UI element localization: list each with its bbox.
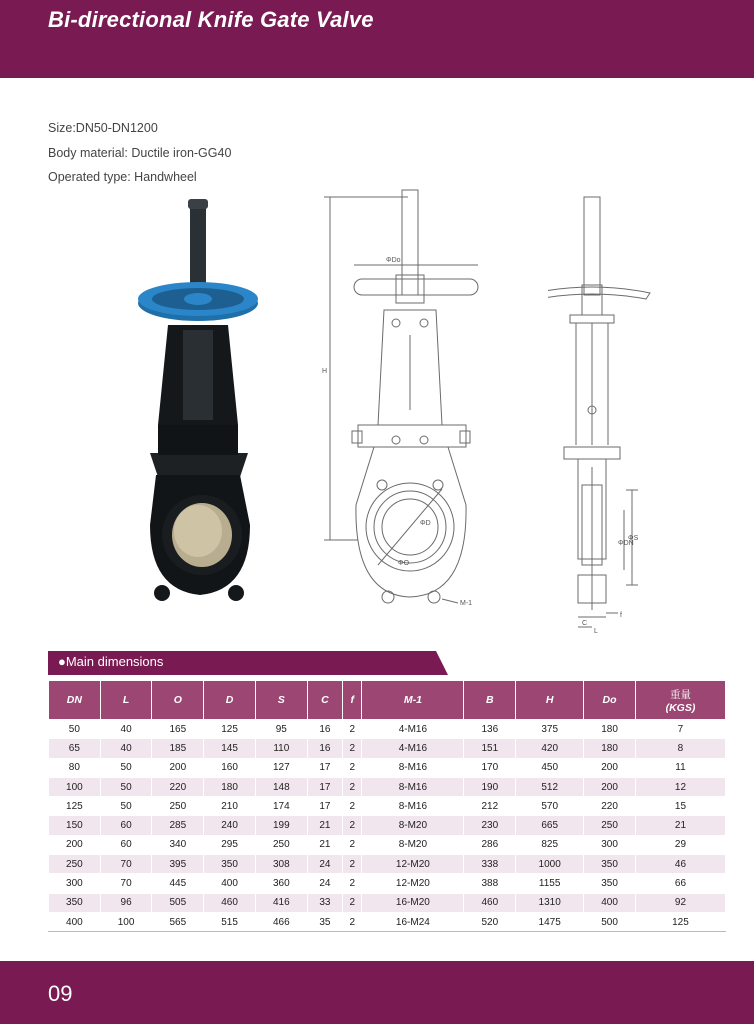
table-cell: 15 [635,797,725,816]
table-cell: 340 [152,835,204,854]
table-cell: 220 [584,797,636,816]
table-cell: 210 [204,797,256,816]
table-cell: 35 [307,912,342,931]
table-cell: 8-M20 [362,835,464,854]
table-cell: 60 [100,816,152,835]
table-cell: 2 [343,739,362,758]
table-cell: 100 [100,912,152,931]
table-cell: 8 [635,739,725,758]
col-header: S [255,681,307,720]
label-f: f [620,612,622,619]
table-cell: 520 [464,912,516,931]
main-dimensions-banner [48,651,448,675]
table-cell: 665 [516,816,584,835]
spec-list [48,116,231,190]
table-cell: 400 [584,893,636,912]
table-cell: 2 [343,816,362,835]
table-cell: 505 [152,893,204,912]
table-cell: 460 [464,893,516,912]
table-cell: 17 [307,797,342,816]
dimensions-table [48,680,726,932]
table-cell: 500 [584,912,636,931]
table-row [49,835,726,854]
col-header: M-1 [362,681,464,720]
front-view-drawing [318,185,493,625]
table-cell: 150 [49,816,101,835]
table-cell: 148 [255,777,307,796]
table-cell: 350 [49,893,101,912]
spec-body-material: Body material: Ductile iron-GG40 [48,145,232,160]
col-header: DN [49,681,101,720]
table-cell: 17 [307,777,342,796]
table-cell: 460 [204,893,256,912]
table-cell: 1155 [516,874,584,893]
table-cell: 2 [343,874,362,893]
table-cell: 2 [343,893,362,912]
table-cell: 250 [152,797,204,816]
table-cell: 170 [464,758,516,777]
table-cell: 300 [584,835,636,854]
table-cell: 360 [255,874,307,893]
table-cell: 46 [635,855,725,874]
table-row [49,777,726,796]
table-cell: 185 [152,739,204,758]
table-cell: 40 [100,739,152,758]
table-body [49,720,726,932]
table-cell: 8-M20 [362,816,464,835]
table-cell: 145 [204,739,256,758]
table-cell: 220 [152,777,204,796]
table-cell: 400 [49,912,101,931]
label-c: C [582,620,588,627]
page-header [0,0,754,78]
table-cell: 92 [635,893,725,912]
table-row [49,893,726,912]
table-cell: 200 [152,758,204,777]
table-cell: 250 [584,816,636,835]
page-footer [0,961,754,1024]
table-cell: 2 [343,855,362,874]
table-cell: 570 [516,797,584,816]
side-view-drawing [548,185,658,635]
table-cell: 12 [635,777,725,796]
table-cell: 400 [204,874,256,893]
table-cell: 2 [343,835,362,854]
col-header: B [464,681,516,720]
table-cell: 2 [343,912,362,931]
table-cell: 7 [635,720,725,739]
weight-header-cn: 重量 [669,688,691,701]
table-cell: 295 [204,835,256,854]
col-header: O [152,681,204,720]
table-cell: 308 [255,855,307,874]
table-cell: 50 [100,758,152,777]
table-cell: 29 [635,835,725,854]
table-cell: 151 [464,739,516,758]
page-number: 09 [48,981,73,1006]
table-cell: 50 [49,720,101,739]
spec-operated-type: Operated type: Handwheel [48,170,197,184]
table-cell: 825 [516,835,584,854]
label-s: ΦS [628,535,639,542]
table-cell: 160 [204,758,256,777]
label-do: ΦDo [386,257,401,264]
table-cell: 350 [204,855,256,874]
table-cell: 338 [464,855,516,874]
table-cell: 70 [100,874,152,893]
table-row [49,816,726,835]
label-dn: ΦDN [618,540,634,547]
table-row [49,739,726,758]
table-cell: 1000 [516,855,584,874]
table-cell: 60 [100,835,152,854]
table-cell: 445 [152,874,204,893]
label-h: H [322,368,328,375]
table-cell: 125 [49,797,101,816]
table-cell: 565 [152,912,204,931]
table-cell: 2 [343,720,362,739]
page-title: Bi-directional Knife Gate Valve [48,7,374,32]
table-cell: 416 [255,893,307,912]
table-cell: 250 [49,855,101,874]
table-cell: 65 [49,739,101,758]
table-cell: 200 [49,835,101,854]
table-row [49,797,726,816]
table-cell: 395 [152,855,204,874]
table-cell: 350 [584,874,636,893]
table-cell: 8-M16 [362,777,464,796]
table-cell: 96 [100,893,152,912]
table-cell: 250 [255,835,307,854]
table-cell: 180 [204,777,256,796]
weight-header-unit: (KGS) [665,701,696,714]
table-cell: 125 [635,912,725,931]
table-cell: 17 [307,758,342,777]
table-row [49,720,726,739]
table-cell: 8-M16 [362,758,464,777]
table-row [49,855,726,874]
table-cell: 286 [464,835,516,854]
label-m1: M-1 [460,600,473,607]
table-cell: 110 [255,739,307,758]
table-cell: 24 [307,855,342,874]
table-row [49,874,726,893]
table-cell: 100 [49,777,101,796]
label-o: ΦO [398,560,410,567]
table-cell: 16-M24 [362,912,464,931]
valve-product-photo [128,195,278,615]
table-cell: 180 [584,720,636,739]
label-l: L [594,628,598,635]
label-d: ΦD [420,520,431,527]
col-header-weight [635,681,725,720]
table-row [49,912,726,931]
table-cell: 1310 [516,893,584,912]
table-cell: 165 [152,720,204,739]
col-header: D [204,681,256,720]
table-cell: 125 [204,720,256,739]
table-cell: 16 [307,739,342,758]
table-cell: 16-M20 [362,893,464,912]
table-cell: 466 [255,912,307,931]
table-cell: 4-M16 [362,739,464,758]
table-cell: 388 [464,874,516,893]
table-cell: 350 [584,855,636,874]
table-cell: 230 [464,816,516,835]
table-cell: 2 [343,797,362,816]
table-cell: 512 [516,777,584,796]
table-cell: 2 [343,777,362,796]
table-cell: 12-M20 [362,855,464,874]
col-header: f [343,681,362,720]
table-cell: 180 [584,739,636,758]
col-header: C [307,681,342,720]
table-cell: 199 [255,816,307,835]
table-cell: 375 [516,720,584,739]
table-cell: 127 [255,758,307,777]
table-cell: 190 [464,777,516,796]
table-cell: 70 [100,855,152,874]
table-cell: 200 [584,758,636,777]
table-cell: 21 [307,835,342,854]
table-cell: 12-M20 [362,874,464,893]
table-cell: 95 [255,720,307,739]
table-cell: 420 [516,739,584,758]
table-cell: 16 [307,720,342,739]
table-cell: 136 [464,720,516,739]
table-header-row [49,681,726,720]
table-row [49,758,726,777]
table-cell: 24 [307,874,342,893]
table-cell: 2 [343,758,362,777]
table-cell: 66 [635,874,725,893]
col-header: H [516,681,584,720]
table-cell: 212 [464,797,516,816]
table-cell: 50 [100,797,152,816]
table-cell: 80 [49,758,101,777]
table-cell: 8-M16 [362,797,464,816]
section-title: ●Main dimensions [58,654,164,669]
table-cell: 50 [100,777,152,796]
table-cell: 285 [152,816,204,835]
table-cell: 240 [204,816,256,835]
table-cell: 33 [307,893,342,912]
spec-size: Size:DN50-DN1200 [48,121,158,135]
table-cell: 4-M16 [362,720,464,739]
col-header: Do [584,681,636,720]
table-cell: 300 [49,874,101,893]
table-cell: 21 [635,816,725,835]
table-cell: 450 [516,758,584,777]
table-cell: 200 [584,777,636,796]
table-cell: 515 [204,912,256,931]
table-cell: 11 [635,758,725,777]
table-cell: 40 [100,720,152,739]
table-cell: 1475 [516,912,584,931]
table-cell: 174 [255,797,307,816]
table-cell: 21 [307,816,342,835]
col-header: L [100,681,152,720]
